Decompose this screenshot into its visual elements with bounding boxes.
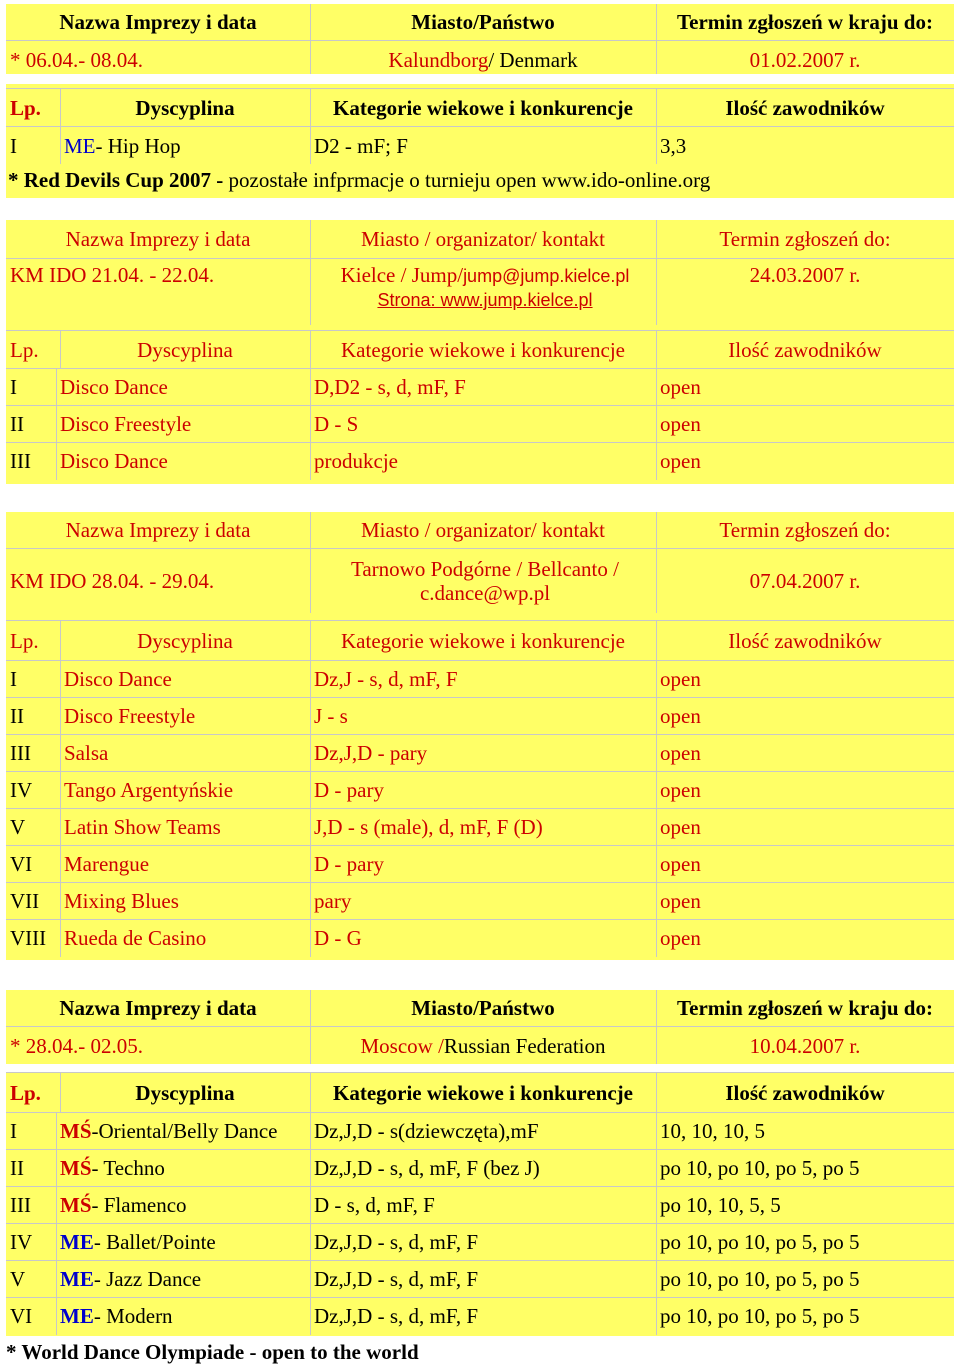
subheader-discipline: Dyscyplina bbox=[137, 337, 233, 362]
row-lp: VIII bbox=[10, 926, 47, 950]
row-lp: II bbox=[10, 1156, 24, 1180]
row-lp: II bbox=[10, 704, 24, 728]
event-deadline: 01.02.2007 r. bbox=[749, 47, 861, 72]
row-discipline: Tango Argentyńskie bbox=[64, 778, 234, 802]
row-lp: I bbox=[10, 1119, 17, 1143]
event-table-kielce bbox=[6, 220, 954, 484]
header-place: Miasto/Państwo bbox=[411, 995, 555, 1020]
row-categories: Dz,J,D - s, d, mF, F bbox=[314, 1230, 479, 1254]
row-count: po 10, po 10, po 5, po 5 bbox=[660, 1267, 860, 1291]
row-discipline: Disco Dance bbox=[60, 375, 168, 399]
subheader-lp: Lp. bbox=[10, 95, 41, 120]
table-row bbox=[6, 126, 954, 165]
event-deadline: 24.03.2007 r. bbox=[749, 263, 861, 287]
row-categories: J,D - s (male), d, mF, F (D) bbox=[314, 815, 543, 839]
header-place: Miasto/Państwo bbox=[411, 9, 555, 34]
table-subheader bbox=[6, 620, 954, 661]
row-discipline: ME - Jazz Dance bbox=[60, 1267, 202, 1291]
row-count: 3,3 bbox=[660, 133, 687, 158]
row-count: open bbox=[660, 375, 701, 399]
row-discipline: ME - Hip Hop bbox=[64, 133, 181, 158]
row-lp: I bbox=[10, 133, 17, 158]
header-deadline: Termin zgłoszeń w kraju do: bbox=[677, 9, 933, 34]
row-discipline: Mixing Blues bbox=[64, 889, 179, 913]
event-name: KM IDO 28.04. - 29.04. bbox=[10, 568, 215, 593]
row-discipline: Latin Show Teams bbox=[64, 815, 221, 839]
header-event: Nazwa Imprezy i data bbox=[59, 995, 257, 1020]
note-band bbox=[6, 164, 954, 198]
row-count: 10, 10, 10, 5 bbox=[660, 1119, 765, 1143]
subheader-count: Ilość zawodników bbox=[725, 1080, 885, 1105]
header-deadline: Termin zgłoszeń w kraju do: bbox=[677, 995, 933, 1020]
row-count: open bbox=[660, 815, 701, 839]
table-row bbox=[6, 1260, 954, 1298]
subheader-categories: Kategorie wiekowe i konkurencje bbox=[341, 628, 625, 653]
row-discipline: Rueda de Casino bbox=[64, 926, 207, 950]
event-line bbox=[6, 258, 954, 325]
row-count: po 10, po 10, po 5, po 5 bbox=[660, 1156, 860, 1180]
table-row bbox=[6, 1223, 954, 1261]
row-lp: VI bbox=[10, 852, 33, 876]
event-deadline: 10.04.2007 r. bbox=[749, 1033, 861, 1058]
event-table-tarnowo bbox=[6, 512, 954, 960]
row-categories: Dz,J,D - s, d, mF, F bbox=[314, 1304, 479, 1328]
row-discipline: Salsa bbox=[64, 741, 109, 765]
row-lp: II bbox=[10, 412, 24, 436]
row-lp: V bbox=[10, 815, 26, 839]
row-discipline: Disco Freestyle bbox=[60, 412, 192, 436]
row-count: open bbox=[660, 704, 701, 728]
row-lp: III bbox=[10, 1193, 31, 1217]
event-deadline: 07.04.2007 r. bbox=[749, 568, 861, 593]
table-row bbox=[6, 1149, 954, 1187]
event-place: Kielce / Jump/jump@jump.kielce.pl Strona: www.jump.kielce.pl bbox=[340, 263, 630, 310]
event-table-moscow bbox=[6, 990, 954, 1336]
row-categories: produkcje bbox=[314, 449, 398, 473]
table-row bbox=[6, 368, 954, 406]
table-header bbox=[6, 220, 954, 258]
header-deadline: Termin zgłoszeń do: bbox=[719, 517, 891, 542]
table-header bbox=[6, 4, 954, 40]
subheader-lp: Lp. bbox=[10, 337, 39, 362]
table-header bbox=[6, 512, 954, 548]
event-date: * 06.04.- 08.04. bbox=[10, 47, 143, 72]
subheader-categories: Kategorie wiekowe i konkurencje bbox=[341, 337, 625, 362]
row-categories: D - pary bbox=[314, 778, 384, 802]
row-lp: III bbox=[10, 741, 31, 765]
table-row bbox=[6, 1297, 954, 1335]
subheader-lp: Lp. bbox=[10, 1080, 41, 1105]
row-count: po 10, 10, 5, 5 bbox=[660, 1193, 781, 1217]
row-categories: Dz,J,D - s, d, mF, F (bez J) bbox=[314, 1156, 540, 1180]
table-row bbox=[6, 882, 954, 920]
subheader-discipline: Dyscyplina bbox=[137, 628, 233, 653]
event-date: * 28.04.- 02.05. bbox=[10, 1033, 143, 1058]
row-categories: Dz,J,D - s, d, mF, F bbox=[314, 1267, 479, 1291]
row-count: open bbox=[660, 412, 701, 436]
table-subheader bbox=[6, 88, 954, 127]
header-place: Miasto / organizator/ kontakt bbox=[361, 517, 605, 542]
header-event: Nazwa Imprezy i data bbox=[65, 226, 251, 251]
table-row bbox=[6, 845, 954, 883]
subheader-discipline: Dyscyplina bbox=[135, 95, 235, 120]
subheader-categories: Kategorie wiekowe i konkurencje bbox=[333, 1080, 633, 1105]
row-discipline: Marengue bbox=[64, 852, 150, 876]
note-red-devils: * Red Devils Cup 2007 - pozostałe infprmacje o turnieju open www.ido-online.org bbox=[8, 168, 711, 192]
table-row bbox=[6, 1112, 954, 1150]
table-subheader bbox=[6, 330, 954, 369]
row-discipline: ME - Modern bbox=[60, 1304, 173, 1328]
table-row bbox=[6, 734, 954, 772]
event-table-kalundborg bbox=[6, 4, 954, 164]
row-categories: D - s, d, mF, F bbox=[314, 1193, 435, 1217]
table-row bbox=[6, 405, 954, 443]
event-line bbox=[6, 1026, 954, 1065]
row-categories: D - S bbox=[314, 412, 359, 436]
row-categories: Dz,J,D - pary bbox=[314, 741, 428, 765]
row-count: open bbox=[660, 889, 701, 913]
header-deadline: Termin zgłoszeń do: bbox=[719, 226, 891, 251]
table-row bbox=[6, 808, 954, 846]
table-row bbox=[6, 771, 954, 809]
row-count: po 10, po 10, po 5, po 5 bbox=[660, 1304, 860, 1328]
table-subheader bbox=[6, 1072, 954, 1113]
row-lp: IV bbox=[10, 1230, 33, 1254]
subheader-lp: Lp. bbox=[10, 628, 39, 653]
row-count: open bbox=[660, 926, 701, 950]
table-row bbox=[6, 442, 954, 480]
table-row bbox=[6, 660, 954, 698]
row-categories: Dz,J - s, d, mF, F bbox=[314, 667, 458, 691]
table-row bbox=[6, 919, 954, 957]
row-lp: III bbox=[10, 449, 31, 473]
row-categories: D - pary bbox=[314, 852, 384, 876]
subheader-count: Ilość zawodników bbox=[725, 95, 885, 120]
event-line bbox=[6, 548, 954, 613]
row-lp: VII bbox=[10, 889, 40, 913]
row-lp: I bbox=[10, 667, 17, 691]
row-discipline: Disco Dance bbox=[60, 449, 168, 473]
row-discipline: ME - Ballet/Pointe bbox=[60, 1230, 216, 1254]
event-name: KM IDO 21.04. - 22.04. bbox=[10, 263, 215, 287]
row-count: open bbox=[660, 449, 701, 473]
row-categories: D,D2 - s, d, mF, F bbox=[314, 375, 466, 399]
subheader-count: Ilość zawodników bbox=[728, 337, 882, 362]
header-event: Nazwa Imprezy i data bbox=[65, 517, 251, 542]
row-count: po 10, po 10, po 5, po 5 bbox=[660, 1230, 860, 1254]
table-header bbox=[6, 990, 954, 1026]
row-discipline: MŚ -Oriental/Belly Dance bbox=[60, 1119, 278, 1143]
row-categories: D2 - mF; F bbox=[314, 133, 408, 158]
row-count: open bbox=[660, 852, 701, 876]
event-place: Moscow / Russian Federation bbox=[360, 1033, 606, 1058]
row-categories: pary bbox=[314, 889, 352, 913]
note-world-dance-olympiade: * World Dance Olympiade - open to the world bbox=[6, 1340, 419, 1364]
row-count: open bbox=[660, 667, 701, 691]
header-event: Nazwa Imprezy i data bbox=[59, 9, 257, 34]
subheader-discipline: Dyscyplina bbox=[135, 1080, 235, 1105]
row-categories: J - s bbox=[314, 704, 348, 728]
row-lp: I bbox=[10, 375, 17, 399]
row-categories: Dz,J,D - s(dziewczęta),mF bbox=[314, 1119, 539, 1143]
table-row bbox=[6, 1186, 954, 1224]
row-lp: VI bbox=[10, 1304, 33, 1328]
row-lp: V bbox=[10, 1267, 26, 1291]
header-place: Miasto / organizator/ kontakt bbox=[361, 226, 605, 251]
event-place: Tarnowo Podgórne / Bellcanto / c.dance@wp.pl bbox=[351, 557, 619, 605]
table-row bbox=[6, 697, 954, 735]
row-categories: D - G bbox=[314, 926, 362, 950]
subheader-categories: Kategorie wiekowe i konkurencje bbox=[333, 95, 633, 120]
row-discipline: Disco Dance bbox=[64, 667, 172, 691]
row-count: open bbox=[660, 741, 701, 765]
row-discipline: Disco Freestyle bbox=[64, 704, 196, 728]
subheader-count: Ilość zawodników bbox=[728, 628, 882, 653]
row-discipline: MŚ - Techno bbox=[60, 1156, 165, 1180]
row-discipline: MŚ - Flamenco bbox=[60, 1193, 187, 1217]
row-lp: IV bbox=[10, 778, 33, 802]
row-count: open bbox=[660, 778, 701, 802]
event-place: Kalundborg / Denmark bbox=[388, 47, 578, 72]
